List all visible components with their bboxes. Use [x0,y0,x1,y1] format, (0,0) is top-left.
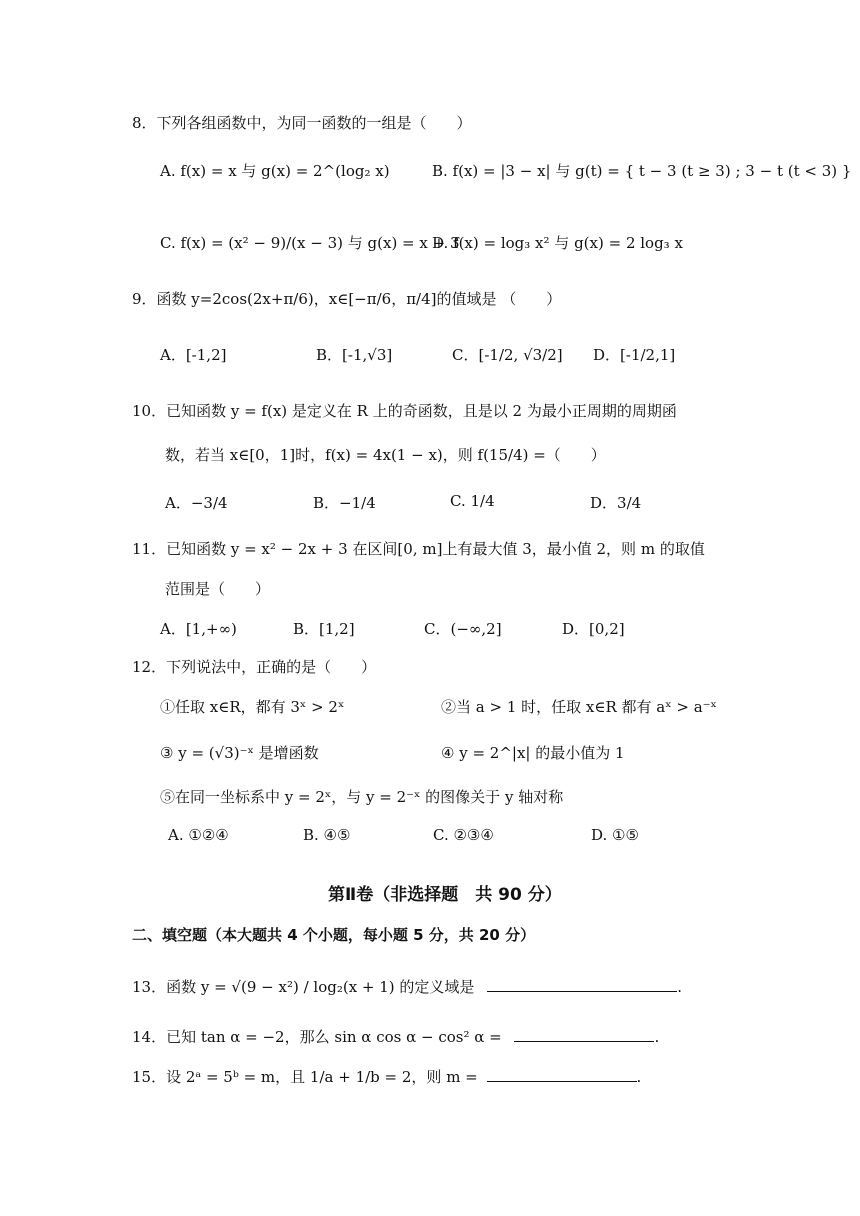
q11-option-a: A．[1,+∞) [160,620,237,638]
q11-option-d: D．[0,2] [562,620,625,638]
q10-stem-line1: 10．已知函数 y = f(x) 是定义在 R 上的奇函数，且是以 2 为最小正周期的周期函 [132,402,677,420]
q9-stem: 9．函数 y=2cos(2x+π/6)，x∈[−π/6，π/4]的值域是 （ ） [132,290,562,308]
q14-answer-blank[interactable] [514,1027,654,1042]
q12-option-a: A. ①②④ [168,826,229,844]
part2-title: 第Ⅱ卷（非选择题 共 90 分） [328,885,562,905]
q9-option-c: C．[-1/2, √3/2] [452,346,563,364]
q10-option-d: D．3/4 [590,494,642,512]
q12-statement-2: ②当 a > 1 时，任取 x∈R 都有 aˣ > a⁻ˣ [441,698,717,716]
q11-stem-line1: 11．已知函数 y = x² − 2x + 3 在区间[0, m]上有最大值 3，最小值 2，则 m 的取值 [132,540,705,558]
q8-option-c: C. f(x) = (x² − 9)/(x − 3) 与 g(x) = x + 3 [160,234,460,252]
q12-option-b: B. ④⑤ [303,826,351,844]
q9-option-d: D．[-1/2,1] [593,346,676,364]
fill-section-heading: 二、填空题（本大题共 4 个小题，每小题 5 分，共 20 分） [132,926,536,944]
q9-option-a: A．[-1,2] [160,346,227,364]
q12-statement-1: ①任取 x∈R，都有 3ˣ > 2ˣ [160,698,345,716]
q9-option-b: B．[-1,√3] [316,346,393,364]
q12-statement-4: ④ y = 2^|x| 的最小值为 1 [441,744,625,762]
q15-answer-blank[interactable] [487,1067,637,1082]
q12-statement-3: ③ y = (√3)⁻ˣ 是增函数 [160,744,319,762]
q8-option-d: D. f(x) = log₃ x² 与 g(x) = 2 log₃ x [432,234,683,252]
q8-option-a: A. f(x) = x 与 g(x) = 2^(log₂ x) [160,162,390,180]
q14-line: 14．已知 tan α = −2，那么 sin α cos α − cos² α = . [132,1028,660,1046]
q11-option-c: C．(−∞,2] [424,620,502,638]
q10-stem-line2: 数，若当 x∈[0，1]时，f(x) = 4x(1 − x)，则 f(15/4) =（ ） [165,446,606,464]
q10-option-a: A．−3/4 [165,494,228,512]
q10-option-c: C. 1/4 [450,492,495,510]
q13-answer-blank[interactable] [487,977,677,992]
q8-option-b: B. f(x) = |3 − x| 与 g(t) = { t − 3 (t ≥ 3) ; 3 − t (t < 3) } [432,162,852,180]
q12-option-d: D. ①⑤ [591,826,639,844]
q10-option-b: B．−1/4 [313,494,376,512]
q12-option-c: C. ②③④ [433,826,494,844]
q12-statement-5: ⑤在同一坐标系中 y = 2ˣ，与 y = 2⁻ˣ 的图像关于 y 轴对称 [160,788,564,806]
q8-stem-text: 8．下列各组函数中，为同一函数的一组是（ ） [132,114,472,132]
q11-option-b: B．[1,2] [293,620,355,638]
q12-stem: 12．下列说法中，正确的是（ ） [132,658,377,676]
q8-stem [132,112,472,133]
q11-stem-line2: 范围是（ ） [165,580,271,598]
q13-line: 13．函数 y = √(9 − x²) / log₂(x + 1) 的定义域是 . [132,978,682,996]
q15-line: 15．设 2ᵃ = 5ᵇ = m，且 1/a + 1/b = 2，则 m = . [132,1068,642,1086]
